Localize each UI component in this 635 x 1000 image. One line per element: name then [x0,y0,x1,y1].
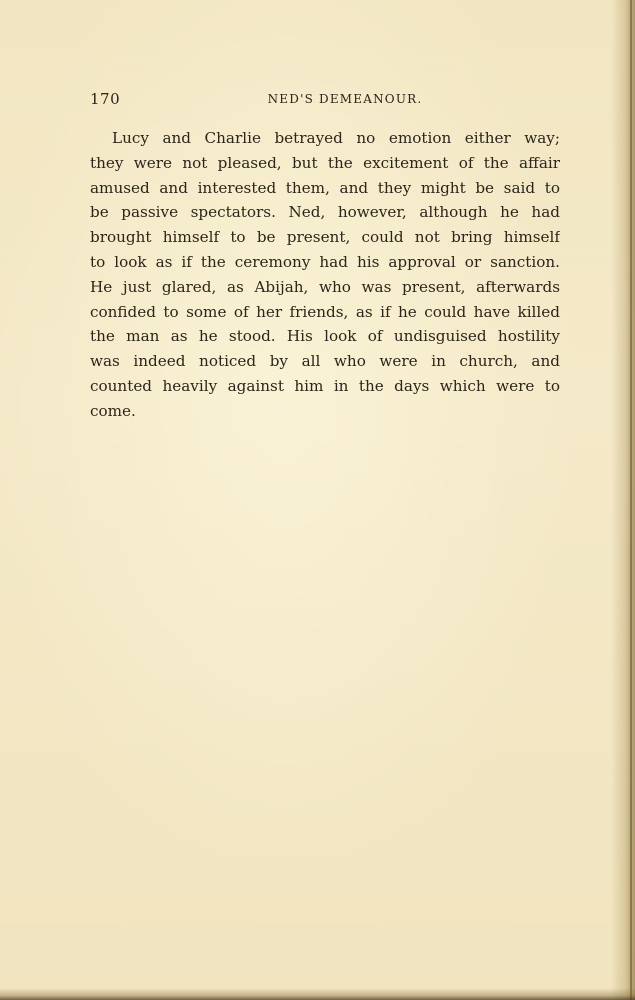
page-bottom-edge [0,988,635,1000]
running-head: NED'S DEMEANOUR. [267,92,423,106]
text-line: be passive spectators. Ned, however, although he had [90,203,560,222]
text-line: counted heavily against him in the days which were to [90,376,560,395]
page-number: 170 [90,90,121,108]
text-line: brought himself to be present, could not bring himself [90,228,560,247]
text-line: He just glared, as Abijah, who was present, afterwards [90,277,560,296]
text-line: Lucy and Charlie betrayed no emotion either way; [112,129,560,147]
text-line: come. [90,401,136,420]
text-line: confided to some of her friends, as if he could have killed [90,302,560,321]
text-line: was indeed noticed by all who were in church, and [90,352,560,371]
text-line: to look as if the ceremony had his approval or sanction. [90,252,560,271]
text-line: they were not pleased, but the excitement of the affair [90,153,560,172]
text-line: the man as he stood. His look of undisguised hostility [90,327,560,346]
text-line: amused and interested them, and they might be said to [90,178,560,197]
page-edge [630,0,632,1000]
body-paragraph [90,126,560,424]
page-header [90,90,560,112]
